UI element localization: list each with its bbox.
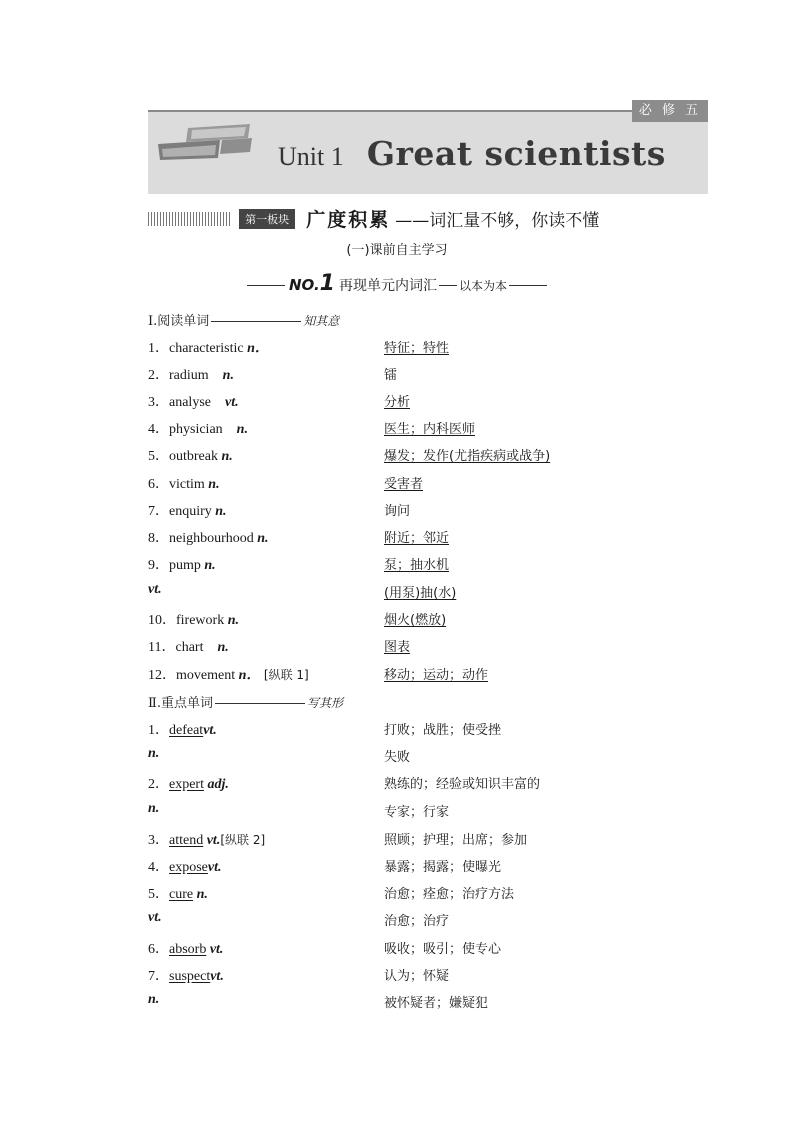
pos: vt. bbox=[206, 833, 221, 848]
section-bar bbox=[148, 205, 599, 229]
word: 6．victim bbox=[148, 477, 205, 492]
word: suspect bbox=[169, 969, 211, 984]
unit-banner bbox=[148, 103, 708, 194]
pos: n． bbox=[238, 668, 261, 683]
word: 3．analyse bbox=[148, 395, 211, 410]
pos: n. bbox=[148, 801, 160, 816]
num: 3． bbox=[148, 833, 169, 848]
num: 5． bbox=[148, 887, 169, 902]
list-item bbox=[0, 364, 794, 384]
word: 2．radium bbox=[148, 368, 209, 383]
meaning: 吸收；吸引；使专心 bbox=[384, 942, 502, 957]
pos: n. bbox=[221, 449, 233, 464]
unit-label: Unit 1 bbox=[278, 142, 344, 171]
list-item bbox=[0, 910, 794, 930]
heading-text: Ⅱ.重点单词 bbox=[148, 696, 213, 711]
volume-tag: 必 修 五 bbox=[632, 100, 708, 122]
section-title: 广度积累 bbox=[306, 209, 391, 231]
list-item bbox=[0, 719, 794, 739]
list-item bbox=[0, 391, 794, 411]
pos: vt. bbox=[203, 723, 217, 738]
meaning: 烟火(燃放) bbox=[384, 613, 447, 628]
pos: vt. bbox=[209, 942, 224, 957]
no-line-tail: 以本为本 bbox=[458, 279, 507, 293]
unit-title bbox=[278, 134, 666, 173]
list-item bbox=[0, 773, 794, 793]
stripe-decoration bbox=[148, 212, 230, 226]
list-item bbox=[0, 582, 794, 602]
heading-line bbox=[211, 321, 301, 322]
pos: vt. bbox=[207, 860, 222, 875]
dash-mid bbox=[439, 285, 457, 286]
meaning: 熟练的；经验或知识丰富的 bbox=[384, 777, 541, 792]
meaning: 照顾；护理；出席；参加 bbox=[384, 833, 528, 848]
num: 1． bbox=[148, 723, 169, 738]
pos: vt. bbox=[148, 910, 162, 925]
meaning: 爆发；发作(尤指疾病或战争) bbox=[384, 449, 551, 464]
pos: n. bbox=[217, 640, 229, 655]
meaning: 附近；邻近 bbox=[384, 531, 450, 546]
word: expose bbox=[169, 860, 208, 875]
meaning: 打败；战胜；使受挫 bbox=[384, 723, 502, 738]
pos: n. bbox=[204, 558, 216, 573]
dash-right bbox=[509, 285, 547, 286]
word: 5．outbreak bbox=[148, 449, 218, 464]
list-item bbox=[0, 527, 794, 547]
pos: vt. bbox=[210, 969, 224, 984]
num: 6． bbox=[148, 942, 169, 957]
list-item bbox=[0, 337, 794, 357]
word: 8．neighbourhood bbox=[148, 531, 254, 546]
heading-line bbox=[215, 703, 305, 704]
word: 1．characteristic bbox=[148, 341, 244, 356]
pos: n. bbox=[208, 477, 220, 492]
meaning: 失败 bbox=[384, 750, 411, 765]
sub-heading: (一)课前自主学习 bbox=[346, 243, 448, 258]
list-item bbox=[0, 473, 794, 493]
pos: vt. bbox=[224, 395, 239, 410]
list-item bbox=[0, 746, 794, 766]
pos: n. bbox=[196, 887, 208, 902]
word: 9．pump bbox=[148, 558, 201, 573]
no-number: 1 bbox=[319, 271, 335, 296]
no-line-title: 再现单元内词汇 bbox=[338, 278, 437, 294]
pos: n． bbox=[247, 341, 269, 356]
no-line-heading bbox=[0, 271, 794, 296]
pos: n. bbox=[148, 746, 160, 761]
num: 2． bbox=[148, 777, 169, 792]
word: cure bbox=[169, 887, 194, 902]
unit-name: Great scientists bbox=[366, 134, 666, 173]
num: 7． bbox=[148, 969, 169, 984]
list-item bbox=[0, 636, 794, 656]
list-item bbox=[0, 829, 794, 849]
list-item bbox=[0, 801, 794, 821]
word: 12．movement bbox=[148, 668, 236, 683]
landscape-photos-icon bbox=[158, 122, 253, 162]
word: attend bbox=[169, 833, 204, 848]
no-prefix: NO. bbox=[288, 276, 320, 294]
pos: n. bbox=[215, 504, 227, 519]
list-item bbox=[0, 554, 794, 574]
meaning: 移动；运动；动作 bbox=[384, 668, 489, 683]
meaning: 分析 bbox=[384, 395, 411, 410]
list-item bbox=[0, 938, 794, 958]
list-item bbox=[0, 883, 794, 903]
pos: n. bbox=[222, 368, 234, 383]
block-tag: 第一板块 bbox=[239, 209, 295, 229]
word: 4．physician bbox=[148, 422, 223, 437]
word: 11．chart bbox=[148, 640, 204, 655]
word: 7．enquiry bbox=[148, 504, 212, 519]
meaning: 图表 bbox=[384, 640, 411, 655]
meaning: 治愈；治疗 bbox=[384, 914, 450, 929]
list-item bbox=[0, 664, 794, 684]
meaning: 认为；怀疑 bbox=[384, 969, 450, 984]
meaning: 受害者 bbox=[384, 477, 424, 492]
pos: n. bbox=[148, 992, 160, 1007]
word: defeat bbox=[169, 723, 204, 738]
meaning: 专家；行家 bbox=[384, 805, 450, 820]
word: 10．firework bbox=[148, 613, 225, 628]
heading-note: 写其形 bbox=[306, 696, 343, 710]
meaning: 特征；特性 bbox=[384, 341, 450, 356]
list-item bbox=[0, 965, 794, 985]
pos: n. bbox=[236, 422, 248, 437]
meaning: 治愈；痊愈；治疗方法 bbox=[384, 887, 515, 902]
dash-left bbox=[247, 285, 285, 286]
meaning: 被怀疑者；嫌疑犯 bbox=[384, 996, 489, 1011]
reading-words-heading bbox=[148, 310, 339, 329]
meaning: 医生；内科医师 bbox=[384, 422, 476, 437]
note: [纵联 2] bbox=[220, 833, 266, 847]
list-item bbox=[0, 992, 794, 1012]
list-item bbox=[0, 609, 794, 629]
meaning: 暴露；揭露；使曝光 bbox=[384, 860, 502, 875]
list-item bbox=[0, 445, 794, 465]
word: absorb bbox=[169, 942, 207, 957]
heading-text: Ⅰ.阅读单词 bbox=[148, 314, 210, 329]
list-item bbox=[0, 856, 794, 876]
meaning: (用泵)抽(水) bbox=[384, 586, 457, 601]
meaning: 询问 bbox=[384, 504, 411, 519]
meaning: 镭 bbox=[384, 368, 398, 383]
pos: vt. bbox=[148, 582, 162, 597]
num: 4． bbox=[148, 860, 169, 875]
word: expert bbox=[169, 777, 204, 792]
note: [纵联 1] bbox=[263, 668, 309, 682]
heading-note: 知其意 bbox=[303, 314, 340, 328]
key-words-heading bbox=[148, 692, 343, 711]
meaning: 泵；抽水机 bbox=[384, 558, 450, 573]
pos: n. bbox=[227, 613, 239, 628]
pos: n. bbox=[257, 531, 269, 546]
pos: adj. bbox=[207, 777, 229, 792]
section-subtitle: ——词汇量不够，你读不懂 bbox=[395, 211, 600, 231]
list-item bbox=[0, 500, 794, 520]
list-item bbox=[0, 418, 794, 438]
